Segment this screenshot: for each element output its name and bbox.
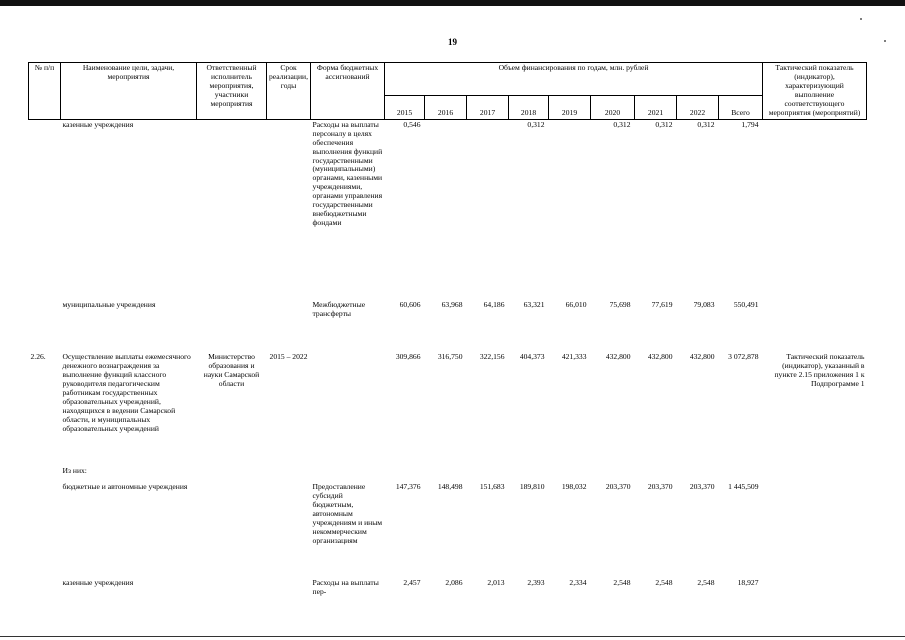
row-executor	[197, 300, 267, 352]
row-value	[467, 119, 509, 300]
header-year: 2022	[677, 96, 719, 120]
row-num	[29, 119, 61, 300]
row-term	[267, 119, 311, 300]
table-row	[29, 466, 867, 482]
page-number: 19	[448, 37, 457, 47]
row-name: муниципальные учреждения	[62, 300, 156, 310]
header-year: 2016	[425, 96, 467, 120]
row-value	[591, 466, 635, 482]
table-row	[29, 482, 867, 578]
row-total: 3 072,878	[728, 352, 759, 362]
row-value	[549, 119, 591, 300]
header-executor: Ответственный исполнитель мероприятия, участники мероприятия	[197, 63, 267, 120]
row-value: 2,334	[569, 578, 587, 588]
row-value: 432,800	[647, 352, 673, 362]
row-value: 2,086	[445, 578, 463, 588]
row-num	[29, 578, 61, 606]
row-num	[29, 300, 61, 352]
row-value	[425, 466, 467, 482]
row-value: 0,312	[527, 119, 545, 129]
row-name: казенные учреждения	[62, 119, 134, 129]
row-indicator	[763, 466, 867, 482]
row-indicator	[763, 578, 867, 606]
row-value: 75,698	[609, 300, 631, 310]
row-value: 432,800	[605, 352, 631, 362]
row-value: 66,010	[565, 300, 587, 310]
row-executor	[197, 119, 267, 300]
row-form: Предоставление субсидий бюджетным, автономным учреждениям и иным некоммерческим организациям	[312, 482, 383, 545]
row-name: казенные учреждения	[62, 578, 134, 588]
row-value: 0,312	[655, 119, 673, 129]
row-value: 2,548	[655, 578, 673, 588]
row-value: 189,810	[519, 482, 545, 492]
row-value: 2,548	[613, 578, 631, 588]
table-row	[29, 119, 867, 300]
row-value: 0,546	[403, 119, 421, 129]
row-value: 148,498	[437, 482, 463, 492]
scan-speck	[884, 40, 886, 42]
row-value: 198,032	[561, 482, 587, 492]
row-value	[425, 119, 467, 300]
row-indicator: Тактический показатель (индикатор), указанный в пункте 2.15 приложения 1 к Подпрограмме 1	[774, 352, 865, 389]
row-num	[29, 466, 61, 482]
row-indicator	[763, 482, 867, 578]
row-total: 1,794	[741, 119, 759, 129]
row-executor	[197, 578, 267, 606]
row-value: 2,457	[403, 578, 421, 588]
header-term: Срок реализации, годы	[267, 63, 311, 120]
row-term	[267, 466, 311, 482]
row-value: 322,156	[479, 352, 505, 362]
table-row	[29, 300, 867, 352]
header-year: 2015	[385, 96, 425, 120]
row-total	[719, 466, 763, 482]
header-year: 2021	[635, 96, 677, 120]
row-value: 203,370	[647, 482, 673, 492]
row-value	[385, 466, 425, 482]
row-term	[267, 482, 311, 578]
row-value: 316,750	[437, 352, 463, 362]
row-term: 2015 – 2022	[269, 352, 308, 362]
row-value: 0,312	[613, 119, 631, 129]
header-year: 2018	[509, 96, 549, 120]
row-form: Межбюджетные трансферты	[312, 300, 366, 319]
row-value: 147,376	[395, 482, 421, 492]
header-year: 2017	[467, 96, 509, 120]
row-form: Расходы на выплаты пер-	[312, 578, 379, 597]
row-total: 18,927	[737, 578, 759, 588]
row-value: 0,312	[697, 119, 715, 129]
row-total: 550,491	[733, 300, 759, 310]
row-term	[267, 300, 311, 352]
header-year: 2019	[549, 96, 591, 120]
row-executor	[197, 482, 267, 578]
row-value: 404,373	[519, 352, 545, 362]
scan-bottom-border	[0, 636, 905, 637]
header-year: 2020	[591, 96, 635, 120]
row-value: 63,321	[523, 300, 545, 310]
row-value: 421,333	[561, 352, 587, 362]
row-term	[267, 578, 311, 606]
scan-top-border	[0, 0, 905, 6]
row-value: 432,800	[689, 352, 715, 362]
row-name: Осуществление выплаты ежемесячного денежного вознаграждения за выполнение функций классного руководителя педагогическим работникам государственных образовательных учреждений, находящихся в ведении Самарской области, и муниципальных образовательных учреждений	[62, 352, 191, 433]
scan-speck	[860, 18, 862, 20]
row-value	[549, 466, 591, 482]
table-row	[29, 578, 867, 606]
row-form	[311, 352, 385, 466]
header-total: Всего	[719, 96, 763, 120]
row-value: 60,606	[399, 300, 421, 310]
row-value: 64,186	[483, 300, 505, 310]
row-value: 203,370	[689, 482, 715, 492]
row-form: Расходы на выплаты персоналу в целях обеспечения выполнения функций государственными (муниципальными) органами, казенными учреждениями, органами управления государственными внебюджетными фондами	[312, 119, 383, 228]
row-value: 151,683	[479, 482, 505, 492]
row-value	[635, 466, 677, 482]
row-indicator	[763, 300, 867, 352]
funding-table	[28, 62, 867, 606]
table-row	[29, 352, 867, 466]
row-executor	[197, 466, 267, 482]
row-value: 2,548	[697, 578, 715, 588]
header-num: № п/п	[29, 63, 61, 120]
row-value: 2,013	[487, 578, 505, 588]
row-value: 77,619	[651, 300, 673, 310]
header-form: Форма бюджетных ассигнований	[311, 63, 385, 120]
header-funding: Объем финансирования по годам, млн. рублей	[385, 63, 763, 96]
row-total: 1 445,509	[728, 482, 759, 492]
row-name: бюджетные и автономные учреждения	[62, 482, 188, 492]
row-num	[29, 482, 61, 578]
header-name: Наименование цели, задачи, мероприятия	[61, 63, 197, 120]
row-num: 2.26.	[30, 352, 46, 362]
row-value	[509, 466, 549, 482]
row-value: 63,968	[441, 300, 463, 310]
row-value: 309,866	[395, 352, 421, 362]
row-indicator	[763, 119, 867, 300]
row-form	[311, 466, 385, 482]
row-name: Из них:	[62, 466, 87, 476]
row-value: 2,393	[527, 578, 545, 588]
row-value: 203,370	[605, 482, 631, 492]
row-value	[467, 466, 509, 482]
row-value: 79,083	[693, 300, 715, 310]
row-executor: Министерство образования и науки Самарской области	[203, 352, 260, 389]
row-value	[677, 466, 719, 482]
header-indicator: Тактический показатель (индикатор), характеризующий выполнение соответствующего мероприятия (мероприятий)	[763, 63, 867, 120]
